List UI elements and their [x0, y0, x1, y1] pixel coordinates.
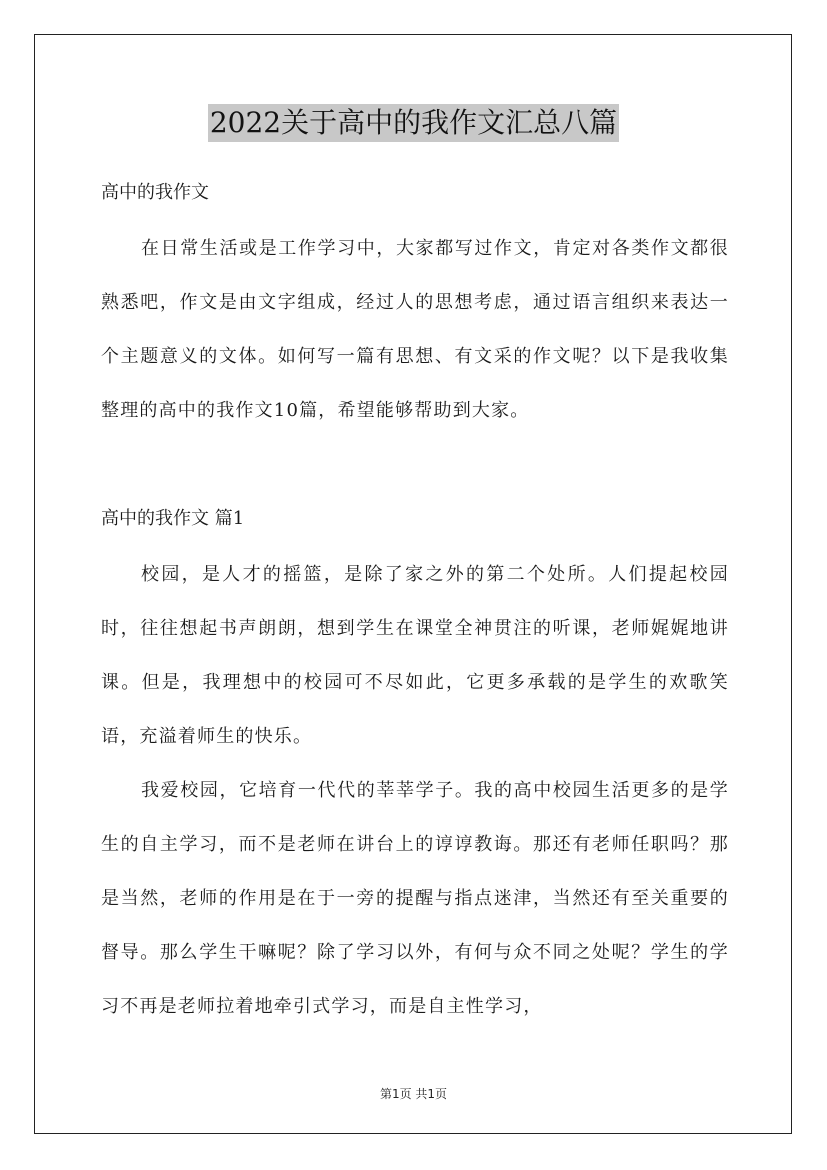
document-title: 2022关于高中的我作文汇总八篇: [208, 104, 619, 142]
section-heading: 高中的我作文: [101, 182, 209, 203]
essay-1-paragraph-2: 我爱校园，它培育一代代的莘莘学子。我的高中校园生活更多的是学生的自主学习，而不是老师在讲台上的谆谆教诲。那还有老师任职吗？那是当然，老师的作用是在于一旁的提醒与指点迷津，当然还有至关重要的督导。那么学生干嘛呢？除了学习以外，有何与众不同之处呢？学生的学习不再是老师拉着地牵引式学习，而是自主性学习，: [101, 780, 729, 1017]
intro-paragraph: 在日常生活或是工作学习中，大家都写过作文，肯定对各类作文都很熟悉吧，作文是由文字组成，经过人的思想考虑，通过语言组织来表达一个主题意义的文体。如何写一篇有思想、有文采的作文呢？以下是我收集整理的高中的我作文10篇，希望能够帮助到大家。: [101, 238, 729, 421]
title-container: [0, 104, 827, 142]
essay-1-paragraph-1: 校园，是人才的摇篮，是除了家之外的第二个处所。人们提起校园时，往往想起书声朗朗，想到学生在课堂全神贯注的听课，老师娓娓地讲课。但是，我理想中的校园可不尽如此，它更多承载的是学生的欢歌笑语，充溢着师生的快乐。: [101, 564, 729, 747]
essay-1-heading: 高中的我作文 篇1: [101, 508, 245, 529]
page-footer: 第1页 共1页: [379, 1087, 448, 1101]
